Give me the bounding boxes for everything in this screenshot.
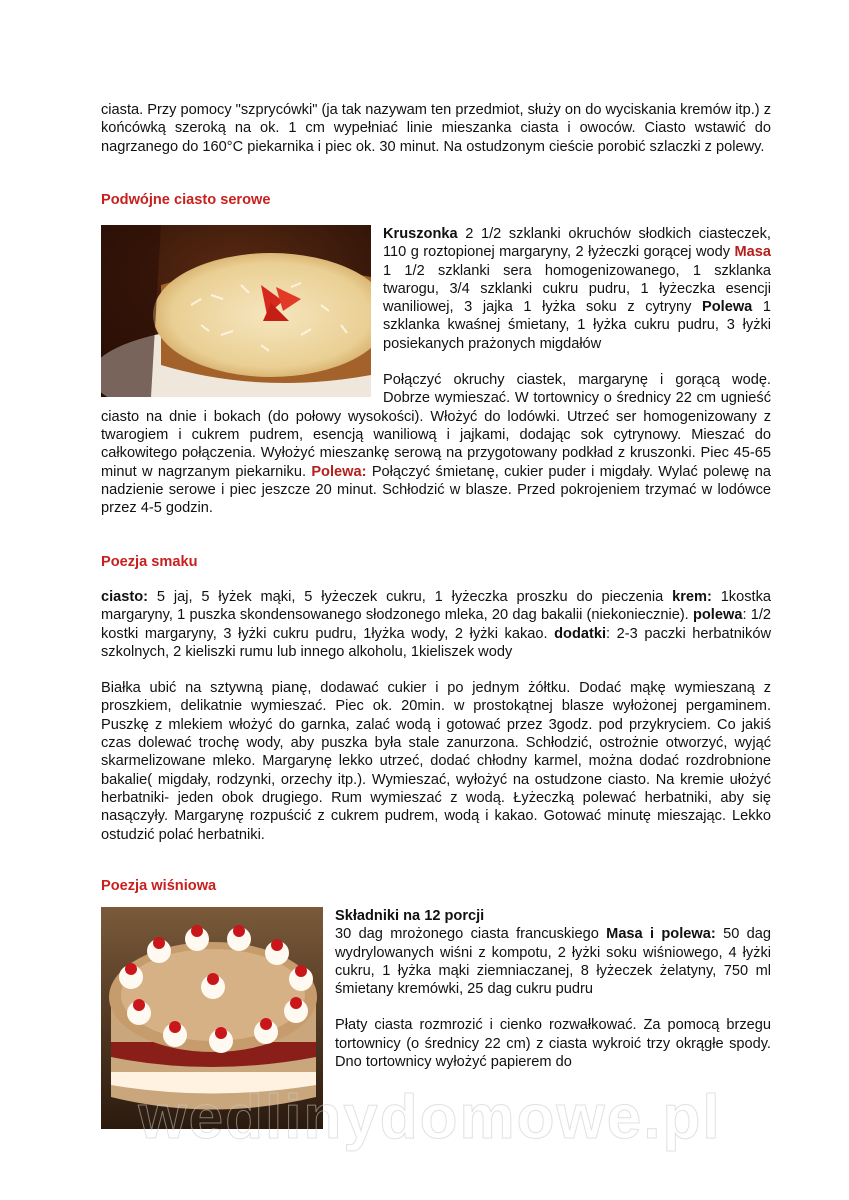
ingredient-label: krem: (672, 589, 712, 605)
ingredient-label: polewa (692, 607, 743, 624)
ingredient-label: Masa (734, 244, 771, 261)
method-label: Polewa: (311, 463, 367, 480)
ingredient-text: 1kostka margaryny, 1 puszka skondensowanego słodzonego mleka, 20 dag bakalii (niekoniecznie). (101, 589, 771, 624)
method-paragraph: Białka ubić na sztywną pianę, dodawać cukier i po jednym żółtku. Dodać mąkę wymieszaną z proszkiem, delikatnie wymieszać. Piec ok. 20min. w prostokątnej blasze wyłożonej pergaminem. Puszkę z mlekiem włożyć do garnka, zalać wodą i gotować przez 3godz. pod przykryciem. Co jakiś czas dolewać trochę wody, aby puszka była stale zanurzona. Schłodzić, ostrożnie otworzyć, wyjąć skarmelizowane mleko. Margarynę lekko utrzeć, dodać chłodny karmel, można dodać rozdrobnione bakalie( migdały, rodzynki, orzechy itp.). Wymieszać, wyłożyć na ostudzone ciasto. Na kremie ułożyć herbatniki- jeden obok drugiego. Rum wymieszać z wodą. Łyżeczką polewać herbatniki, aby się nasączyły. Margarynę rozpuścić z cukrem pudrem, wodą i kakao. Gotować minutę mieszając. Lekko ostudzić polać herbatniki. (101, 680, 771, 843)
site-watermark: wedlinydomowe.pl (138, 1083, 722, 1152)
ingredient-text: 30 dag mrożonego ciasta francuskiego (335, 926, 607, 943)
ingredient-text: : 2-3 paczki herbatników szkolnych, 2 kieliszki rumu lub innego alkoholu, 1kieliszek wody (101, 625, 771, 660)
ingredient-label: Masa i polewa: (606, 926, 716, 943)
method-text: Połączyć okruchy ciastek, margarynę i gorącą wodę. Dobrze wymieszać. W tortownicy o średnicy 22 cm ugnieść ciasto na dnie i bokach (do połowy wysokości). Włożyć do lodówki. Utrzeć ser homogenizowany z twarogiem i cukrem pudrem, esencją waniliową i jajkami, dodając sok cytrynowy. Mieszać do całkowitego połączenia. Wyłożyć mieszankę serową na przygotowany podkład z kruszonki. Piec 45-65 minut w nagrzanym piekarniku. (101, 372, 771, 480)
ingredient-label: ciasto: (101, 589, 149, 605)
ingredient-text: 2 1/2 szklanki okruchów słodkich ciasteczek, 110 g roztopionej margaryny, 2 łyżeczki gorącej wody (383, 226, 771, 261)
ingredients-paragraph (101, 588, 771, 661)
method-text: Połączyć śmietanę, cukier puder i migdały. Wylać polewę na nadzienie serowe i piec jeszcze 20 minut. Schłodzić w blasze. Przed pokrojeniem trzymać w lodówce przez 4-5 godzin. (101, 463, 771, 517)
intro-paragraph: ciasta. Przy pomocy "szprycówki" (ja tak nazywam ten przedmiot, służy on do wyciskania kremów itp.) z końcówką szeroką na ok. 1 cm wypełniać linie mieszanka ciasta i owoców. Ciasto wstawić do nagrzanego do 160°C piekarnika i piec ok. 30 minut. Na ostudzonym cieście porobić szlaczki z polewy. (101, 102, 771, 155)
cherry-cake-photo (101, 907, 323, 1129)
ingredient-label: Polewa (702, 299, 753, 316)
ingredient-text: 5 jaj, 5 łyżek mąki, 5 łyżeczek cukru, 1 łyżeczka proszku do pieczenia (148, 589, 673, 605)
recipe-cheesecake (101, 191, 771, 517)
ingredient-label: Kruszonka (383, 226, 458, 242)
recipe-poezja-wisniowa (101, 877, 771, 1135)
intro-section (101, 101, 771, 156)
recipe-title: Poezja wiśniowa (101, 878, 217, 894)
ingredient-label: dodatki (554, 625, 607, 642)
ingredient-text: 50 dag wydrylowanych wiśni z kompotu, 2 łyżki soku wiśniowego, 4 łyżki cukru, 1 łyżka mąki ziemniaczanej, 8 łyżeczek żelatyny, 750 ml śmietany kremówki, 25 dag cukru pudru (335, 926, 771, 998)
cheesecake-photo (101, 225, 371, 397)
ingredient-text: 1 szklanka kwaśnej śmietany, 1 łyżka cukru pudru, 3 łyżki posiekanych prażonych migdałów (383, 299, 772, 352)
servings-label: Składniki na 12 porcji (335, 908, 485, 924)
ingredient-text: 1 1/2 szklanki sera homogenizowanego, 1 szklanka twarogu, 3/4 szklanki cukru pudru, 1 łyżeczka esencji waniliowej, 3 jajka 1 łyżka soku z cytryny (383, 262, 771, 316)
recipe-poezja-smaku (101, 553, 771, 844)
recipe-title: Podwójne ciasto serowe (101, 192, 271, 208)
ingredient-text: : 1/2 kostki margaryny, 3 łyżki cukru pudru, 1łyżka wody, 2 łyżki kakao. (101, 607, 771, 642)
recipe-title: Poezja smaku (101, 554, 198, 570)
method-paragraph: Płaty ciasta rozmrozić i cienko rozwałkować. Za pomocą brzegu tortownicy (o średnicy 22 cm) z ciasta wykroić trzy okrągłe spody. Dno tortownicy wyłożyć papierem do (335, 1017, 771, 1071)
